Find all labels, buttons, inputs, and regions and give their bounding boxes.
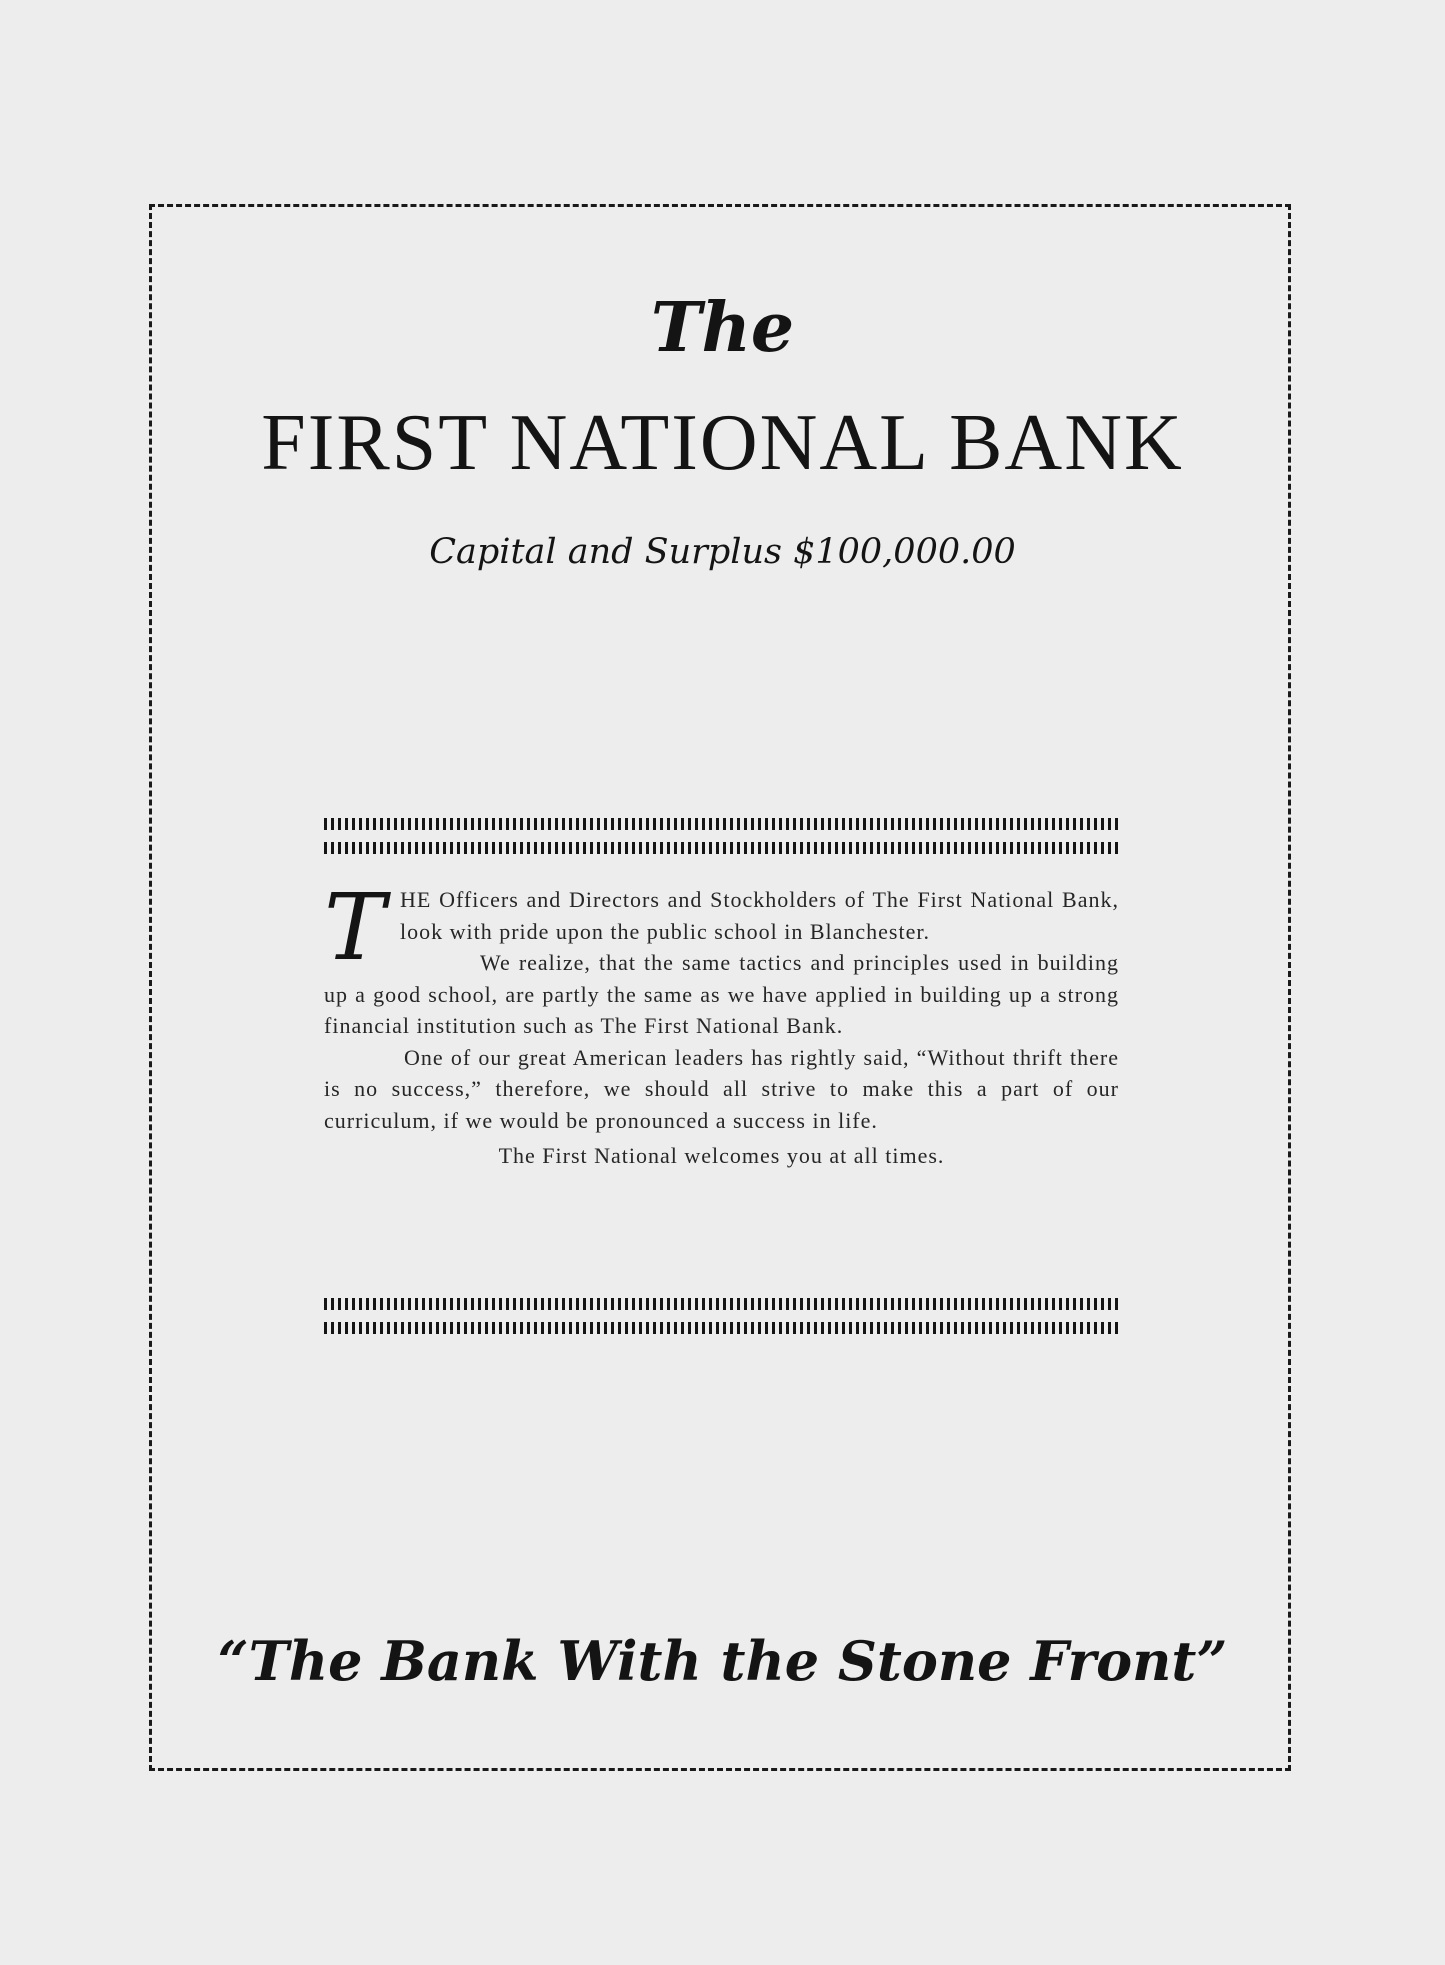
decorative-rule-bottom-2 [324,1322,1119,1334]
drop-cap-letter: T [324,874,387,981]
paragraph-1: HE Officers and Directors and Stockholders of The First National Bank, look with pride upon the public school in Blanchester. [400,887,1119,944]
bank-slogan: “The Bank With the Stone Front” [217,1629,1228,1693]
bank-name-title: FIRST NATIONAL BANK [261,399,1184,487]
paragraph-3: One of our great American leaders has rightly said, “Without thrift there is no success,” therefore, we should all strive to make this a part of our curriculum, if we would be pronounced a success in life. [324,1044,1119,1133]
title-the: The [650,288,795,368]
paragraph-welcome: The First National welcomes you at all times. [498,1143,945,1168]
capital-surplus-line: Capital and Surplus $100,000.00 [429,532,1016,572]
ad-body-text [324,874,1119,1172]
decorative-rule-top-2 [324,842,1119,854]
decorative-rule-bottom-1 [324,1298,1119,1310]
decorative-rule-top-1 [324,818,1119,830]
paragraph-2: We realize, that the same tactics and principles used in building up a good school, are partly the same as we have applied in building up a strong financial institution such as The First National Bank. [324,950,1119,1038]
